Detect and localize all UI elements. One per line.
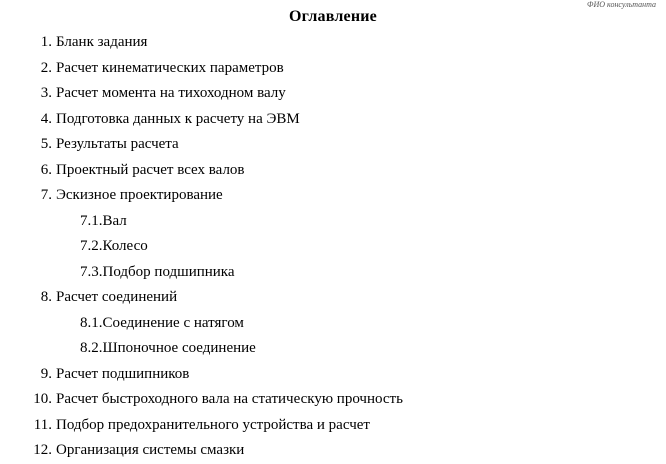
toc-entry-label: Соединение с натягом — [102, 314, 244, 331]
toc-entry[interactable] — [0, 56, 666, 82]
toc-entry[interactable] — [0, 311, 666, 337]
toc-entry-label: Расчет кинематических параметров — [56, 59, 284, 76]
toc-entry-label: Подбор предохранительного устройства и расчет — [56, 416, 370, 433]
toc-entry-label: Расчет подшипников — [56, 365, 190, 382]
toc-entry-number: 6. — [40, 161, 52, 178]
toc-entry-label: Подготовка данных к расчету на ЭВМ — [56, 110, 300, 127]
toc-entry-label: Бланк задания — [56, 34, 148, 50]
toc-entry-label: Расчет быстроходного вала на статическую прочность — [56, 391, 403, 407]
toc-entry-number: 12. — [33, 442, 52, 458]
toc-entry-label: Вал — [102, 212, 127, 229]
toc-entry-number: 4. — [40, 110, 52, 127]
toc-entry-number: 1. — [40, 34, 52, 50]
page-title: Оглавление — [289, 8, 377, 25]
table-of-contents — [0, 30, 666, 464]
toc-entry[interactable] — [0, 413, 666, 439]
toc-entry-label: Колесо — [102, 238, 148, 254]
toc-entry-label: Расчет соединений — [56, 289, 178, 305]
header-consultant-note: ФИО консультанта — [587, 0, 656, 9]
toc-entry[interactable] — [0, 362, 666, 388]
toc-entry[interactable] — [0, 285, 666, 311]
toc-entry[interactable] — [0, 336, 666, 362]
toc-entry[interactable] — [0, 158, 666, 184]
toc-entry[interactable] — [0, 30, 666, 56]
toc-entry-label: Подбор подшипника — [102, 263, 235, 280]
toc-entry-label: Шпоночное соединение — [102, 340, 256, 356]
toc-entry-number: 8.1. — [80, 314, 103, 331]
toc-entry-number: 3. — [40, 85, 52, 101]
toc-entry-number: 7.1. — [80, 212, 103, 229]
toc-entry-number: 11. — [33, 416, 52, 433]
toc-entry-number: 8.2. — [80, 340, 103, 356]
toc-entry[interactable] — [0, 132, 666, 158]
toc-entry-number: 9. — [40, 365, 52, 382]
toc-entry[interactable] — [0, 387, 666, 413]
toc-entry-number: 7.2. — [80, 238, 103, 254]
toc-entry[interactable] — [0, 260, 666, 286]
toc-entry[interactable] — [0, 107, 666, 133]
toc-entry[interactable] — [0, 183, 666, 209]
toc-entry-label: Эскизное проектирование — [56, 187, 223, 203]
toc-entry-number: 10. — [33, 391, 52, 407]
toc-entry-number: 5. — [40, 136, 52, 152]
toc-entry-number: 7. — [40, 187, 52, 203]
toc-entry-number: 2. — [40, 59, 52, 76]
toc-entry[interactable] — [0, 81, 666, 107]
toc-entry-label: Результаты расчета — [56, 136, 179, 152]
toc-entry[interactable] — [0, 438, 666, 464]
toc-entry[interactable] — [0, 209, 666, 235]
toc-entry-label: Расчет момента на тихоходном валу — [56, 85, 286, 101]
toc-entry-label: Организация системы смазки — [56, 442, 245, 458]
toc-entry-number: 7.3. — [80, 263, 103, 280]
toc-entry[interactable] — [0, 234, 666, 260]
toc-entry-label: Проектный расчет всех валов — [56, 161, 245, 178]
toc-entry-number: 8. — [40, 289, 52, 305]
